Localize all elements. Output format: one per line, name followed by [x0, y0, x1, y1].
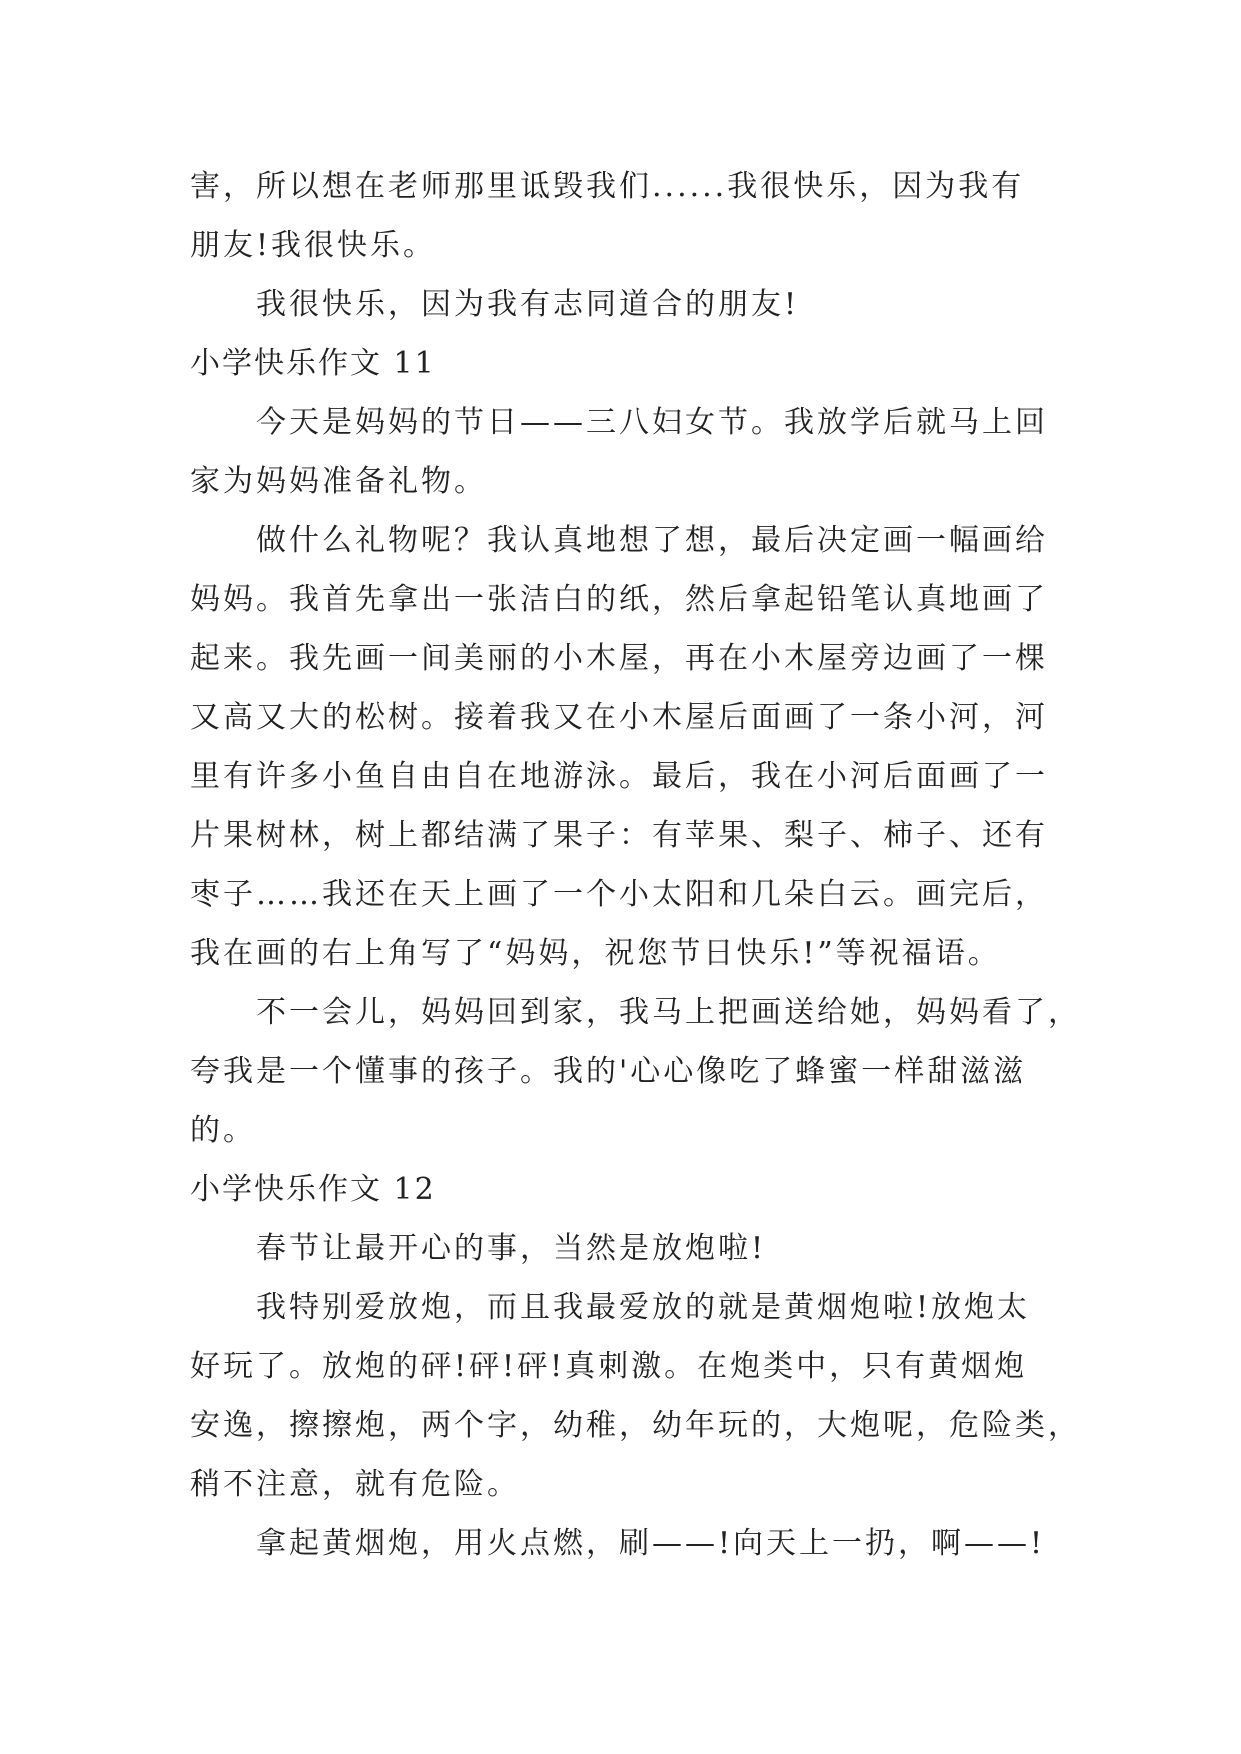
paragraph-line: 我特别爱放炮，而且我最爱放的就是黄烟炮啦!放炮太 [256, 1290, 1031, 1325]
text-line: 稍不注意，就有危险。 [190, 1467, 520, 1502]
text-line: 片果树林，树上都结满了果子：有苹果、梨子、柿子、还有 [190, 818, 1048, 853]
text-line: 夸我是一个懂事的孩子。我的'心心像吃了蜂蜜一样甜滋滋 [190, 1054, 1027, 1089]
text-line: 起来。我先画一间美丽的小木屋，再在小木屋旁边画了一棵 [190, 641, 1048, 676]
paragraph-line: 我很快乐，因为我有志同道合的朋友! [256, 287, 800, 322]
paragraph-line: 不一会儿，妈妈回到家，我马上把画送给她，妈妈看了， [256, 995, 1081, 1030]
paragraph-line: 做什么礼物呢？我认真地想了想，最后决定画一幅画给 [256, 523, 1048, 558]
text-line: 里有许多小鱼自由自在地游泳。最后，我在小河后面画了一 [190, 759, 1048, 794]
text-line: 好玩了。放炮的砰!砰!砰!真刺激。在炮类中，只有黄烟炮 [190, 1349, 1028, 1384]
text-line: 妈妈。我首先拿出一张洁白的纸，然后拿起铅笔认真地画了 [190, 582, 1048, 617]
section-heading: 小学快乐作文 12 [190, 1172, 436, 1207]
text-line: 枣子……我还在天上画了一个小太阳和几朵白云。画完后， [190, 877, 1048, 912]
text-line: 安逸，擦擦炮，两个字，幼稚，幼年玩的，大炮呢，危险类， [190, 1408, 1081, 1443]
text-line: 害，所以想在老师那里诋毁我们......我很快乐，因为我有 [190, 169, 1025, 204]
text-line: 的。 [190, 1113, 256, 1148]
text-line: 朋友!我很快乐。 [190, 228, 437, 263]
section-heading: 小学快乐作文 11 [190, 346, 436, 381]
text-line: 又高又大的松树。接着我又在小木屋后面画了一条小河，河 [190, 700, 1048, 735]
text-line: 我在画的右上角写了“妈妈，祝您节日快乐!”等祝福语。 [190, 936, 1001, 971]
paragraph-line: 拿起黄烟炮，用火点燃，刷——!向天上一扔，啊——! [256, 1526, 1046, 1561]
paragraph-line: 春节让最开心的事，当然是放炮啦! [256, 1231, 767, 1266]
text-line: 家为妈妈准备礼物。 [190, 464, 487, 499]
paragraph-line: 今天是妈妈的节日——三八妇女节。我放学后就马上回 [256, 405, 1048, 440]
document-body [190, 157, 1081, 1573]
